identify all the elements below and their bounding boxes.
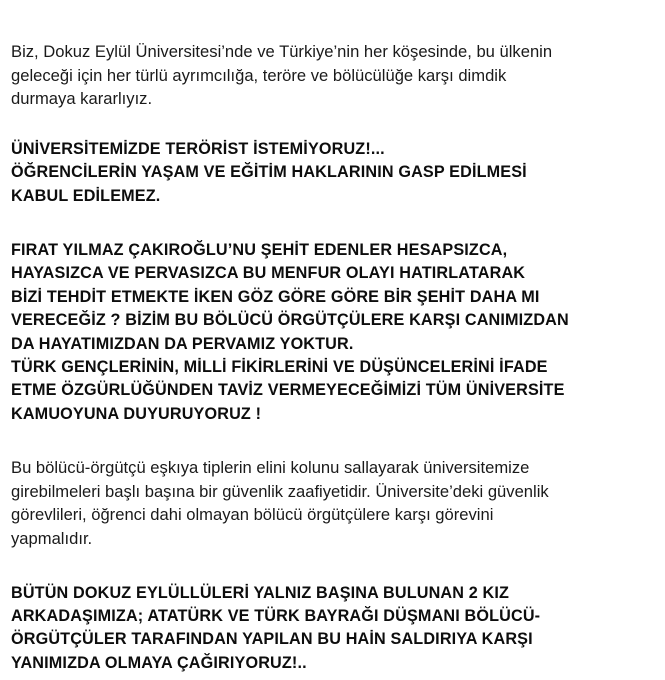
text-line: Biz, Dokuz Eylül Üniversitesi’nde ve Türkiye’nin her köşesinde, bu ülkenin <box>11 42 553 61</box>
text-line: VERECEĞİZ ? BİZİM BU BÖLÜCÜ ÖRGÜTÇÜLERE KARŞI CANIMIZDAN <box>11 311 569 330</box>
text-line: YANIMIZDA OLMAYA ÇAĞIRIYORUZ!.. <box>11 653 307 672</box>
security-paragraph <box>11 456 659 550</box>
text-line: KAMUOYUNA DUYURUYORUZ ! <box>11 404 262 423</box>
text-line: FIRAT YILMAZ ÇAKIROĞLU’NU ŞEHİT EDENLER HESAPSIZCA, <box>11 241 508 259</box>
text-line: ARKADAŞIMIZA; ATATÜRK VE TÜRK BAYRAĞI DÜŞMANI BÖLÜCÜ- <box>11 607 541 626</box>
text-line: HAYASIZCA VE PERVASIZCA BU MENFUR OLAYI HATIRLATARAK <box>11 264 526 283</box>
intro-paragraph <box>11 40 659 111</box>
text-line: TÜRK GENÇLERİNİN, MİLLİ FİKİRLERİNİ VE DÜŞÜNCELERİNİ İFADE <box>11 358 548 377</box>
text-line: girebilmeleri başlı başına bir güvenlik zaafiyetidir. Üniversite’deki güvenlik <box>11 481 549 501</box>
text-line: ETME ÖZGÜRLÜĞÜNDEN TAVİZ VERMEYECEĞİMİZİ TÜM ÜNİVERSİTE <box>11 381 565 400</box>
text-line: ÜNİVERSİTEMİZDE TERÖRİST İSTEMİYORUZ!... <box>11 139 385 158</box>
text-line: ÖĞRENCİLERİN YAŞAM VE EĞİTİM HAKLARININ GASP EDİLMESİ <box>11 163 527 182</box>
headline-paragraph <box>11 138 659 208</box>
declaration-paragraph <box>11 239 659 426</box>
text-line: BİZİ TEHDİT ETMEKTE İKEN GÖZ GÖRE GÖRE BİR ŞEHİT DAHA MI <box>11 287 540 306</box>
text-line: ÖRGÜTÇÜLER TARAFINDAN YAPILAN BU HAİN SALDIRIYA KARŞI <box>11 630 533 649</box>
text-line: DA HAYATIMIZDAN DA PERVAMIZ YOKTUR. <box>11 334 354 353</box>
text-line: BÜTÜN DOKUZ EYLÜLLÜLERİ YALNIZ BAŞINA BULUNAN 2 KIZ <box>11 583 510 602</box>
statement-document <box>11 40 659 675</box>
text-line: yapmalıdır. <box>11 529 93 549</box>
text-line: görevlileri, öğrenci dahi olmayan bölücü örgütçülere karşı görevini <box>11 505 494 525</box>
call-to-action-paragraph <box>11 582 659 676</box>
text-line: KABUL EDİLEMEZ. <box>11 186 161 205</box>
text-line: Bu bölücü-örgütçü eşkıya tiplerin elini kolunu sallayarak üniversitemize <box>11 458 530 478</box>
text-line: geleceği için her türlü ayrımcılığa, teröre ve bölücülüğe karşı dimdik <box>11 65 507 85</box>
text-line: durmaya kararlıyız. <box>11 89 153 109</box>
